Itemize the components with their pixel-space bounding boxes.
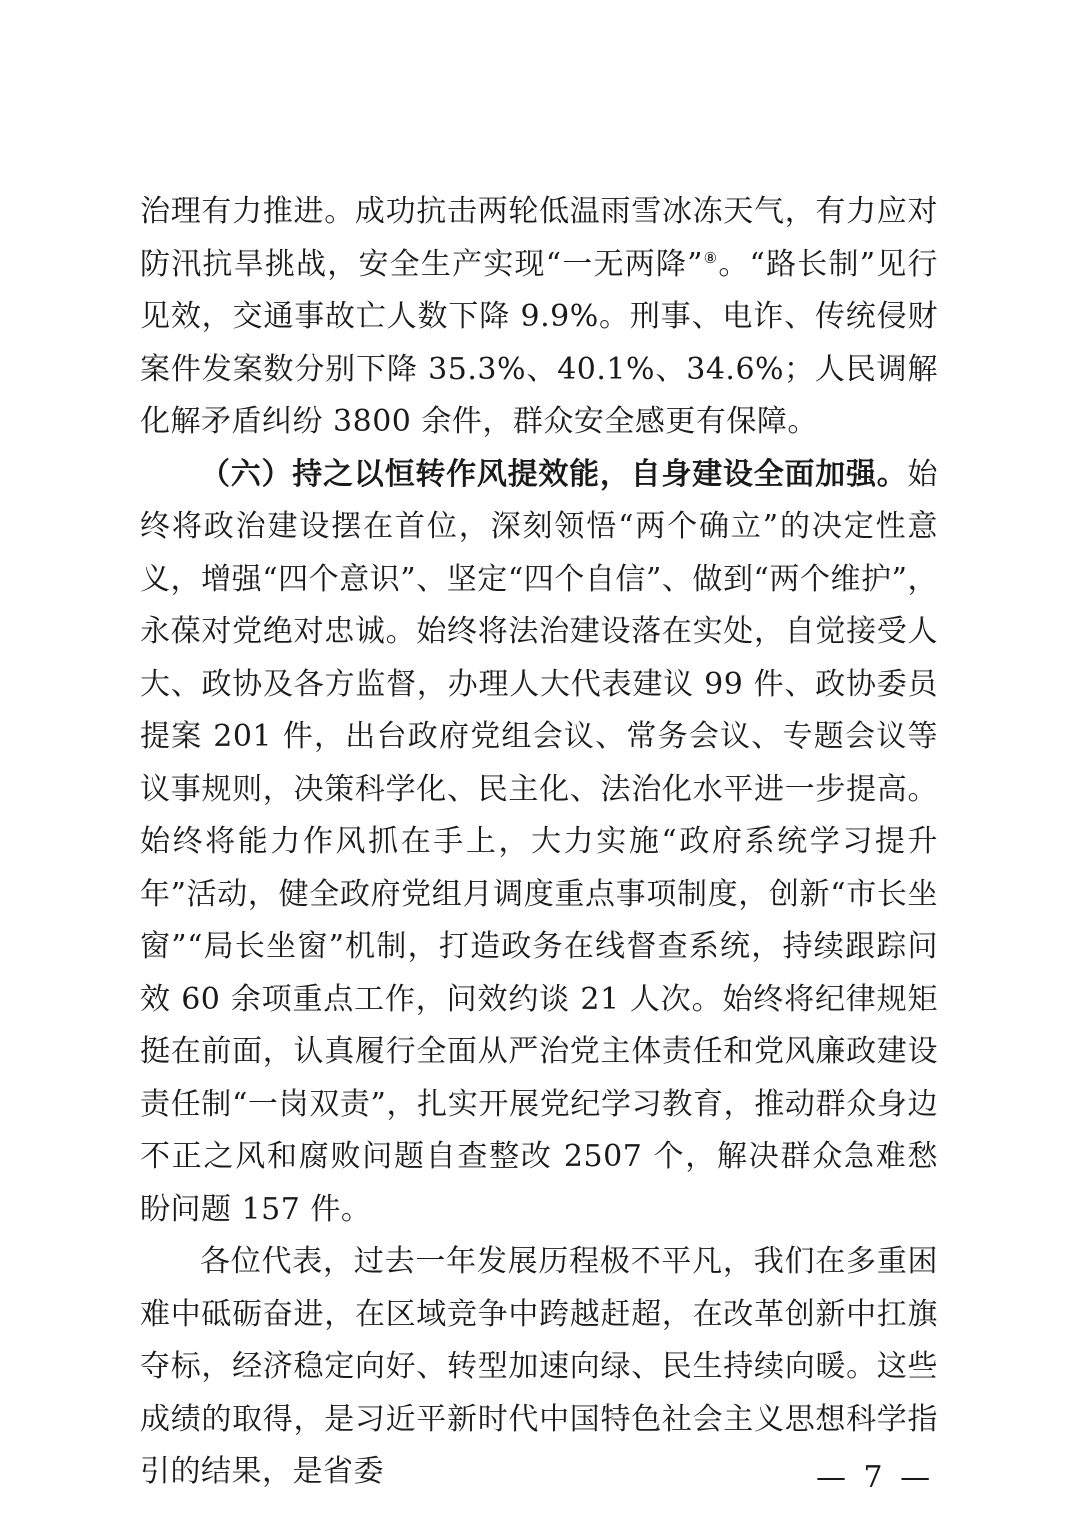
paragraph-text: 始终将政治建设摆在首位，深刻领悟“两个确立”的决定性意义，增强“四个意识”、坚定“四个自信”、做到“两个维护”，永葆对党绝对忠诚。始终将法治建设落在实处，自觉接受人大、政协及各方监督，办理人大代表建议 99 件、政协委员提案 201 件，出台政府党组会议、常务会议、专题会议等议事规则，决策科学化、民主化、法治化水平进一步提高。始终将能力作风抓在手上，大力实施“政府系统学习提升年”活动，健全政府党组月调度重点事项制度，创新“市长坐窗”“局长坐窗”机制，打造政务在线督查系统，持续跟踪问效 60 余项重点工作，问效约谈 21 人次。始终将纪律规矩挺在前面，认真履行全面从严治党主体责任和党风廉政建设责任制“一岗双责”，扎实开展党纪学习教育，推动群众身边不正之风和腐败问题自查整改 2507 个，解决群众急难愁盼问题 157 件。	[140, 456, 938, 1227]
section-heading: （六）持之以恒转作风提效能，自身建设全面加强。	[200, 456, 908, 492]
paragraph-text: 。“路长制”见行见效，交通事故亡人数下降 9.9%。刑事、电诈、传统侵财案件发案数分别下降 35.3%、40.1%、34.6%；人民调解化解矛盾纠纷 3800 余件，群众安全感更有保障。	[140, 246, 938, 439]
page-number: — 7 —	[816, 1460, 935, 1495]
footnote-marker: ⑧	[702, 248, 719, 267]
paragraph-safety	[140, 186, 938, 449]
paragraph-self-building	[140, 449, 938, 1237]
document-body	[140, 186, 938, 1499]
paragraph-text: 治理有力推进。成功抗击两轮低温雨雪冰冻天气，有力应对防汛抗旱挑战，安全生产实现“一无两降”	[140, 194, 938, 282]
paragraph-text: 各位代表，过去一年发展历程极不平凡，我们在多重困难中砥砺奋进，在区域竞争中跨越赶超，在改革创新中扛旗夺标，经济稳定向好、转型加速向绿、民生持续向暖。这些成绩的取得，是习近平新时代中国特色社会主义思想科学指引的结果，是省委	[140, 1244, 938, 1489]
